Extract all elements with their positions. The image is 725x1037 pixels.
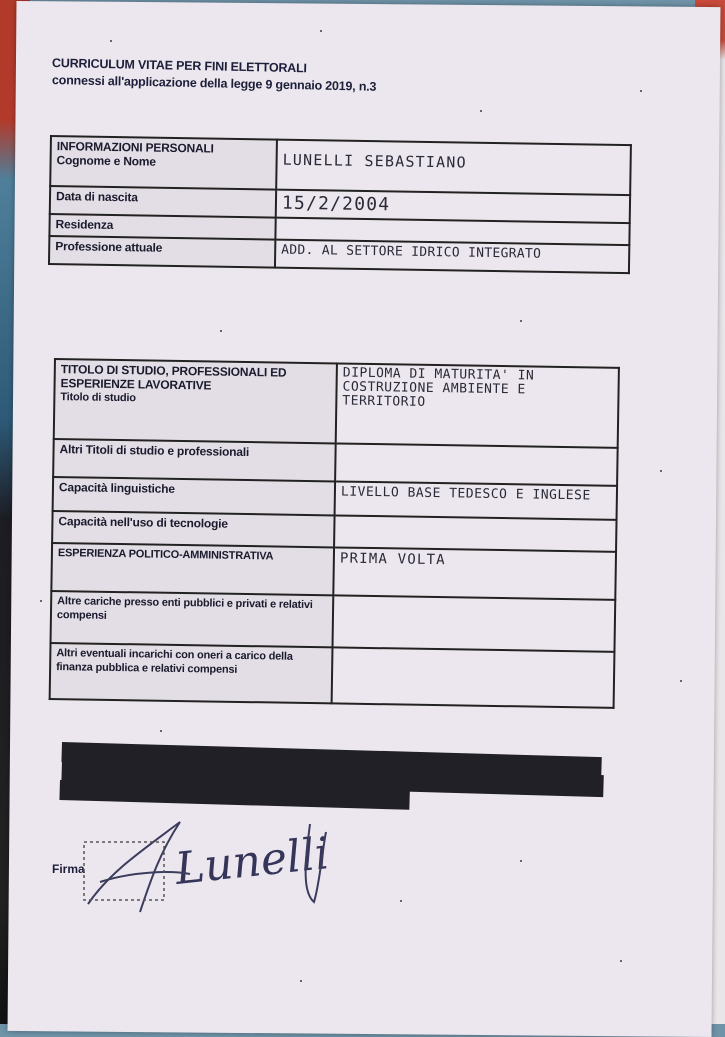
signature-label: Firma — [52, 862, 85, 876]
speck — [300, 980, 302, 982]
speck — [640, 90, 642, 92]
speck — [110, 40, 112, 42]
name-value: LUNELLI SEBASTIANO — [276, 140, 631, 196]
study-title-label: Titolo di studio — [60, 391, 136, 405]
speck — [520, 320, 522, 322]
job-value: ADD. AL SETTORE IDRICO INTEGRATO — [275, 240, 629, 274]
political-row — [51, 543, 616, 600]
speck — [520, 860, 522, 862]
other-roles-label: Altre cariche presso enti pubblici e privati e relativi compensi — [51, 591, 334, 647]
speck — [320, 30, 322, 32]
study-title-label-cell — [54, 359, 337, 443]
name-row — [50, 136, 631, 195]
other-titles-label: Altri Titoli di studio e professionali — [53, 439, 336, 481]
speck — [400, 900, 402, 902]
political-value: PRIMA VOLTA — [333, 547, 616, 599]
other-duties-label: Altri eventuali incarichi con oneri a carico della finanza pubblica e relativi compensi — [50, 643, 333, 703]
header-subtitle: connessi all'applicazione della legge 9 gennaio 2019, n.3 — [51, 73, 377, 94]
other-roles-value — [332, 595, 615, 651]
study-title-value: DIPLOMA DI MATURITA' IN COSTRUZIONE AMBIENTE E TERRITORIO — [336, 363, 619, 447]
languages-value: LIVELLO BASE TEDESCO E INGLESE — [335, 481, 617, 519]
speck — [40, 600, 42, 602]
speck — [480, 110, 482, 112]
birth-label: Data di nascita — [50, 186, 276, 218]
studies-table — [49, 358, 620, 709]
name-label-cell — [50, 136, 277, 190]
other-duties-row — [50, 643, 615, 708]
personal-info-table — [48, 135, 632, 274]
signature-value: Lunelli — [172, 828, 332, 895]
other-roles-row — [51, 591, 616, 652]
political-label: ESPERIENZA POLITICO-AMMINISTRATIVA — [51, 543, 334, 595]
other-duties-value — [332, 647, 615, 707]
signature-image — [80, 812, 360, 922]
tech-label: Capacità nell'uso di tecnologie — [52, 511, 334, 547]
residence-label: Residenza — [49, 214, 275, 240]
document-header — [51, 55, 377, 94]
tech-value — [334, 515, 616, 551]
speck — [220, 330, 222, 332]
speck — [620, 960, 622, 962]
speck — [680, 680, 682, 682]
birth-value: 15/2/2004 — [276, 190, 630, 224]
job-label: Professione attuale — [49, 236, 275, 268]
languages-label: Capacità linguistiche — [53, 477, 335, 515]
personal-section-title: INFORMAZIONI PERSONALI — [56, 139, 214, 156]
speck — [660, 470, 662, 472]
studies-section-title-1: TITOLO DI STUDIO, PROFESSIONALI ED — [60, 362, 287, 380]
speck — [160, 730, 162, 732]
study-title-row — [54, 359, 619, 448]
name-label: Cognome e Nome — [56, 153, 156, 169]
studies-section-title-2: ESPERIENZE LAVORATIVE — [60, 376, 212, 393]
other-titles-value — [335, 443, 618, 485]
header-title: CURRICULUM VITAE PER FINI ELETTORALI — [51, 56, 307, 76]
